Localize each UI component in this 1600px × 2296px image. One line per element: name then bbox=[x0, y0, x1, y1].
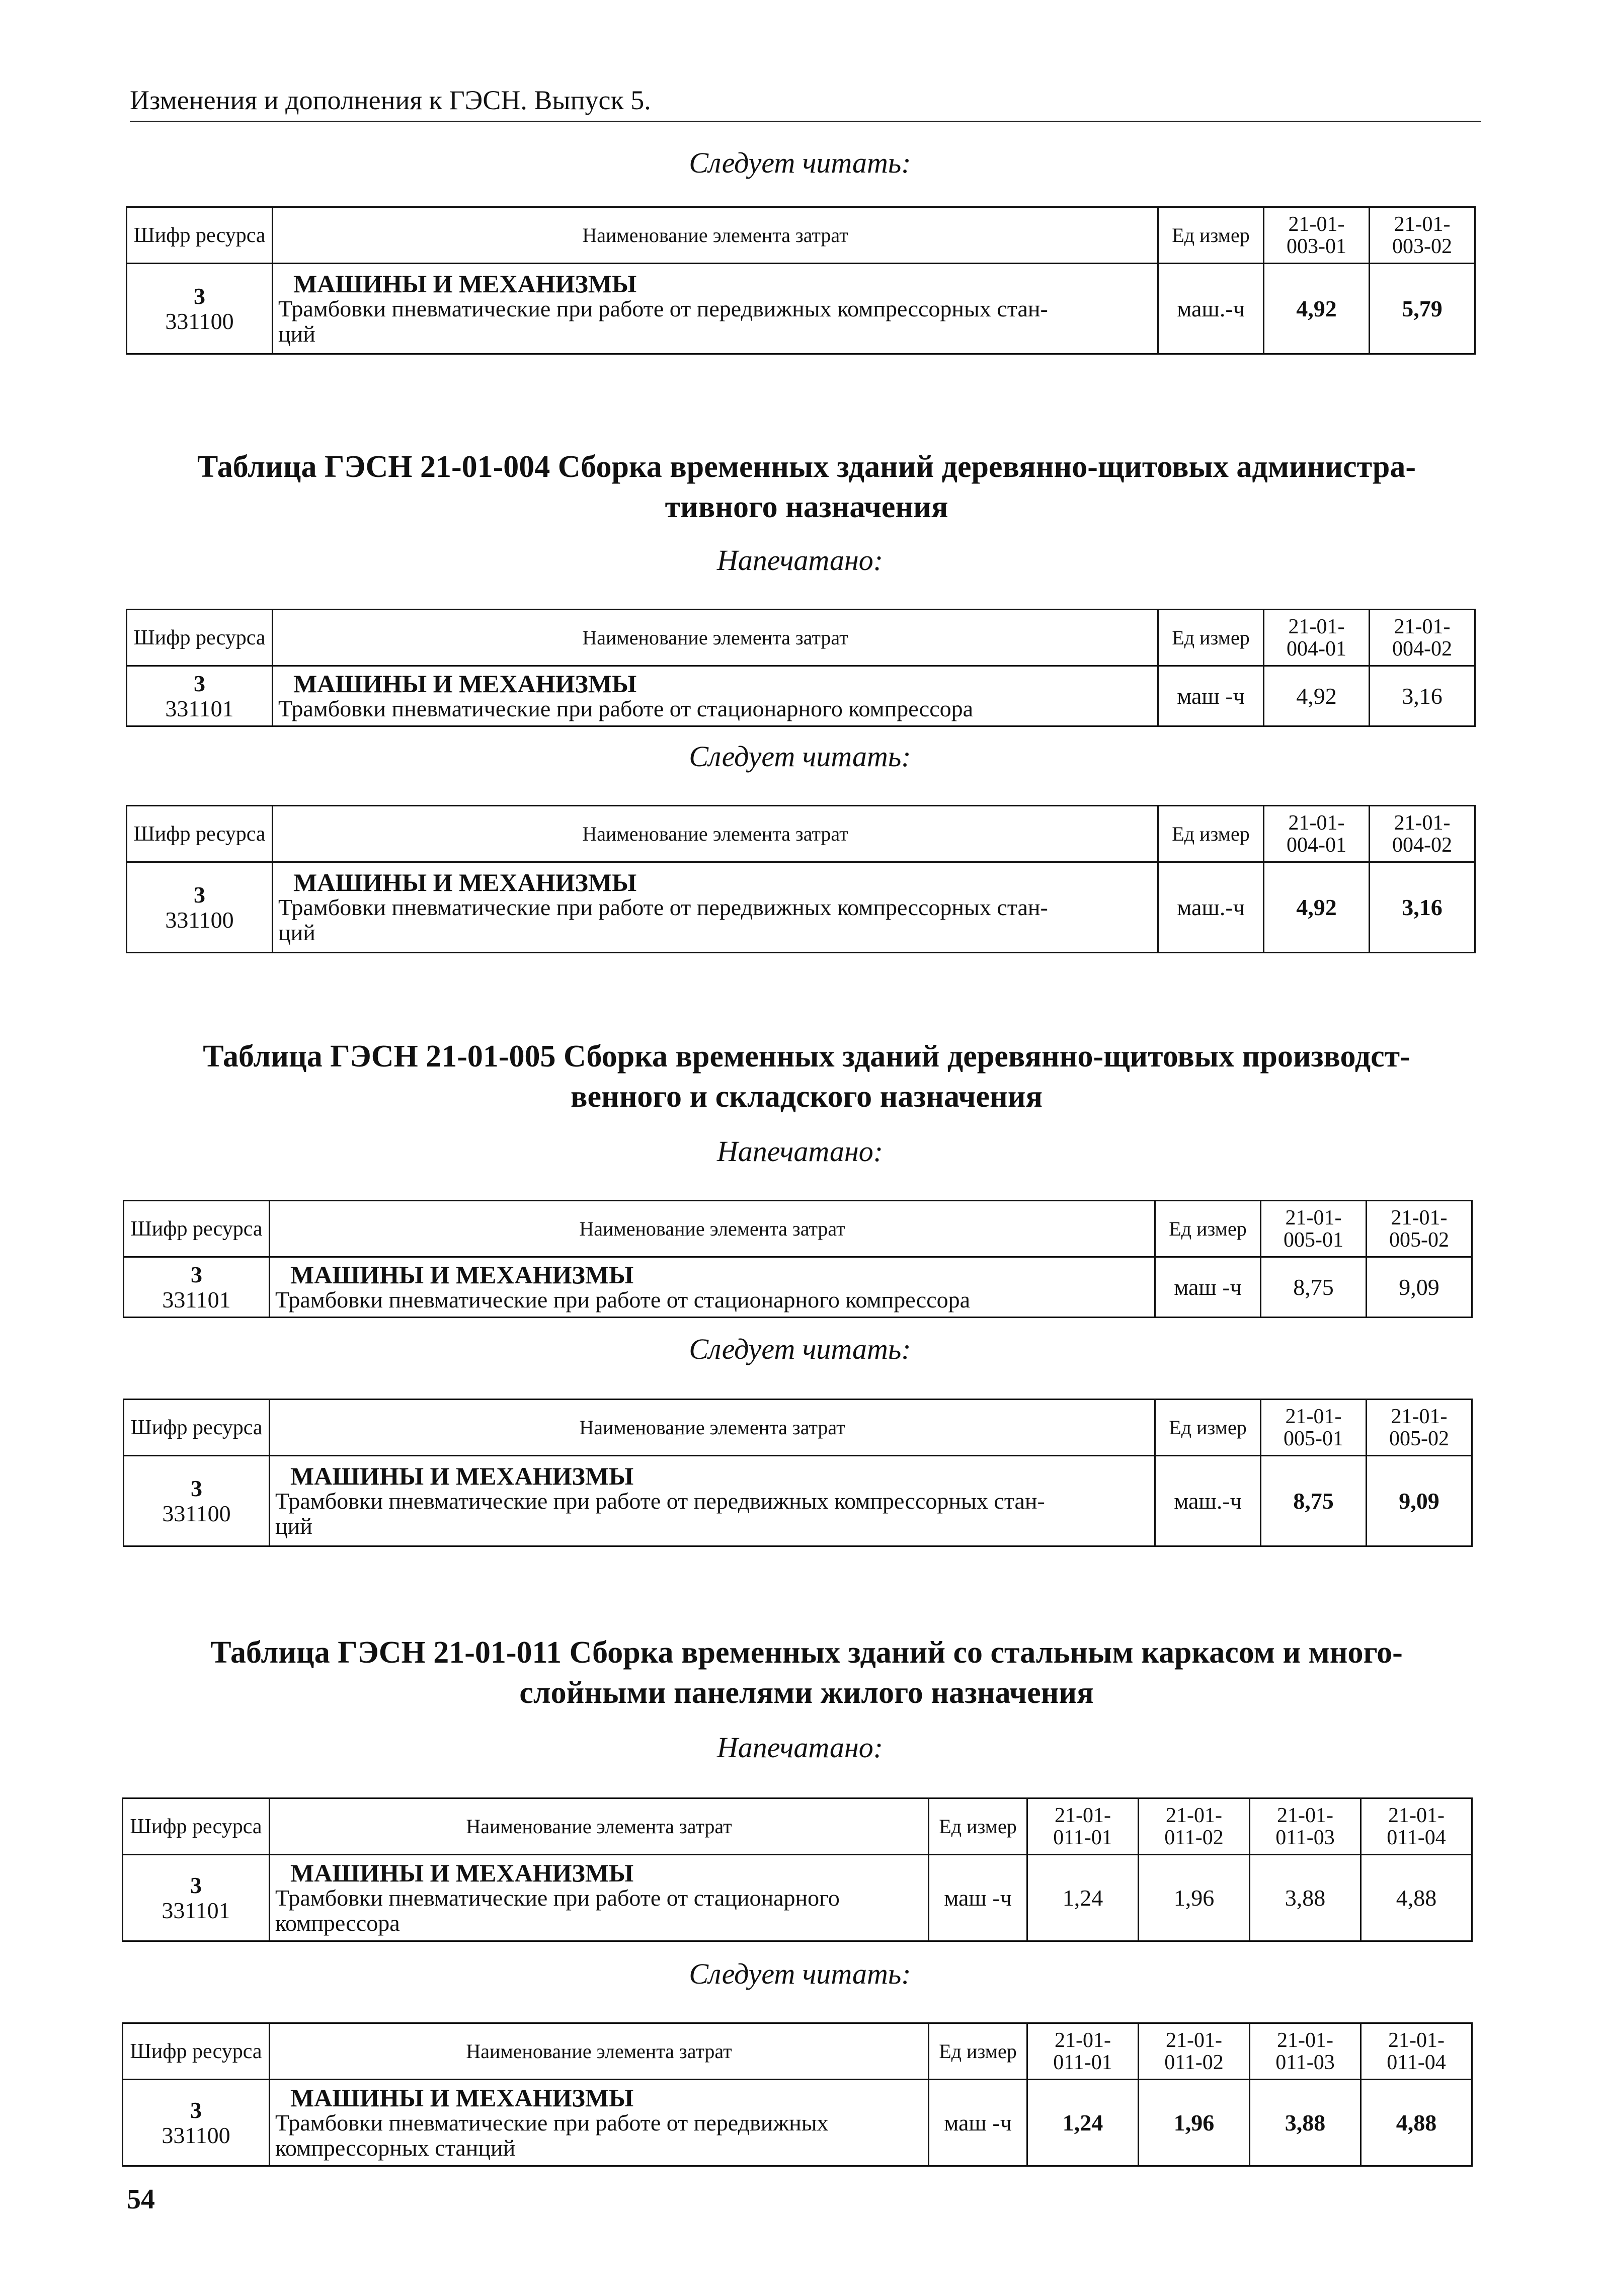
col-header-unit: Ед измер bbox=[1155, 1201, 1261, 1257]
col-header-unit: Ед измер bbox=[1158, 207, 1264, 264]
row-value-2: 5,79 bbox=[1370, 264, 1475, 354]
col-header-name: Наименование элемента затрат bbox=[273, 610, 1158, 666]
row-unit-cell: маш.-ч bbox=[1158, 264, 1264, 354]
row-unit-cell: маш.-ч bbox=[1158, 862, 1264, 953]
col-header-name: Наименование элемента затрат bbox=[273, 806, 1158, 862]
corrected-label-004: Следует читать: bbox=[689, 740, 911, 773]
row-code-cell: 3 331101 bbox=[127, 666, 273, 726]
col-header-name: Наименование элемента затрат bbox=[270, 1798, 929, 1855]
col-header-norm-1: 21-01- 011-01 bbox=[1027, 2023, 1139, 2080]
col-header-norm-3: 21-01- 011-03 bbox=[1250, 2023, 1361, 2080]
col-header-norm-1: 21-01- 004-01 bbox=[1264, 610, 1370, 666]
col-header-unit: Ед измер bbox=[1155, 1400, 1261, 1456]
col-header-name: Наименование элемента затрат bbox=[270, 1400, 1155, 1456]
table-005-corrected bbox=[123, 1399, 1473, 1547]
row-name-cell: МАШИНЫ И МЕХАНИЗМЫ Трамбовки пневматические при работе от стационарного компрессора bbox=[273, 666, 1158, 726]
row-name-cell: МАШИНЫ И МЕХАНИЗМЫ Трамбовки пневматические при работе от стационарного компрессора bbox=[270, 1855, 929, 1941]
table-row bbox=[124, 1257, 1472, 1318]
corrected-label-003: Следует читать: bbox=[689, 146, 911, 179]
row-value-2: 9,09 bbox=[1367, 1257, 1472, 1318]
row-code-cell: 3 331100 bbox=[124, 1456, 270, 1546]
row-value-1: 8,75 bbox=[1261, 1456, 1367, 1546]
col-header-norm-4: 21-01- 011-04 bbox=[1361, 2023, 1472, 2080]
row-name-cell: МАШИНЫ И МЕХАНИЗМЫ Трамбовки пневматические при работе от передвижных компрессорных стан- ций bbox=[270, 1456, 1155, 1546]
table-004-corrected bbox=[126, 805, 1476, 953]
col-header-norm-1: 21-01- 011-01 bbox=[1027, 1798, 1139, 1855]
row-unit-cell: маш -ч bbox=[1155, 1257, 1261, 1318]
page-number: 54 bbox=[127, 2184, 155, 2215]
col-header-norm-1: 21-01- 003-01 bbox=[1264, 207, 1370, 264]
table-row bbox=[123, 1855, 1472, 1941]
row-unit-cell: маш -ч bbox=[929, 2080, 1027, 2166]
corrected-label-005: Следует читать: bbox=[689, 1333, 911, 1365]
col-header-norm-2: 21-01- 004-02 bbox=[1370, 610, 1475, 666]
row-value-2: 1,96 bbox=[1139, 1855, 1250, 1941]
col-header-norm-2: 21-01- 003-02 bbox=[1370, 207, 1475, 264]
col-header-code: Шифр ресурса bbox=[123, 1798, 270, 1855]
table-row bbox=[127, 862, 1475, 953]
row-value-1: 4,92 bbox=[1264, 666, 1370, 726]
table-row bbox=[123, 2080, 1472, 2166]
col-header-norm-2: 21-01- 011-02 bbox=[1139, 1798, 1250, 1855]
row-value-1: 4,92 bbox=[1264, 264, 1370, 354]
col-header-name: Наименование элемента затрат bbox=[270, 2023, 929, 2080]
row-unit-cell: маш -ч bbox=[1158, 666, 1264, 726]
col-header-norm-2: 21-01- 005-02 bbox=[1367, 1201, 1472, 1257]
col-header-code: Шифр ресурса bbox=[123, 2023, 270, 2080]
row-value-1: 1,24 bbox=[1027, 2080, 1139, 2166]
section-title-004: Таблица ГЭСН 21-01-004 Сборка временных зданий деревянно-щитовых администра- тивного назначения bbox=[197, 450, 1416, 524]
row-name-cell: МАШИНЫ И МЕХАНИЗМЫ Трамбовки пневматические при работе от стационарного компрессора bbox=[270, 1257, 1155, 1318]
col-header-norm-2: 21-01- 011-02 bbox=[1139, 2023, 1250, 2080]
col-header-unit: Ед измер bbox=[929, 1798, 1027, 1855]
row-value-4: 4,88 bbox=[1361, 1855, 1472, 1941]
col-header-unit: Ед измер bbox=[1158, 806, 1264, 862]
col-header-norm-3: 21-01- 011-03 bbox=[1250, 1798, 1361, 1855]
running-header: Изменения и дополнения к ГЭСН. Выпуск 5. bbox=[130, 85, 651, 115]
row-value-1: 8,75 bbox=[1261, 1257, 1367, 1318]
row-code-cell: 3 331101 bbox=[123, 1855, 270, 1941]
row-value-1: 4,92 bbox=[1264, 862, 1370, 953]
printed-label-004: Напечатано: bbox=[716, 544, 884, 577]
row-code-cell: 3 331100 bbox=[127, 862, 273, 953]
table-row bbox=[127, 666, 1475, 726]
row-name-cell: МАШИНЫ И МЕХАНИЗМЫ Трамбовки пневматические при работе от передвижных компрессорных станций bbox=[270, 2080, 929, 2166]
col-header-unit: Ед измер bbox=[929, 2023, 1027, 2080]
row-value-3: 3,88 bbox=[1250, 2080, 1361, 2166]
table-005-printed bbox=[123, 1200, 1473, 1318]
col-header-norm-2: 21-01- 005-02 bbox=[1367, 1400, 1472, 1456]
col-header-norm-1: 21-01- 004-01 bbox=[1264, 806, 1370, 862]
row-code-cell: 3 331101 bbox=[124, 1257, 270, 1318]
col-header-code: Шифр ресурса bbox=[127, 806, 273, 862]
row-value-2: 9,09 bbox=[1367, 1456, 1472, 1546]
col-header-code: Шифр ресурса bbox=[127, 610, 273, 666]
row-value-2: 3,16 bbox=[1370, 862, 1475, 953]
col-header-code: Шифр ресурса bbox=[124, 1201, 270, 1257]
table-004-printed bbox=[126, 609, 1476, 727]
row-value-1: 1,24 bbox=[1027, 1855, 1139, 1941]
printed-label-005: Напечатано: bbox=[716, 1135, 884, 1168]
col-header-name: Наименование элемента затрат bbox=[270, 1201, 1155, 1257]
col-header-norm-4: 21-01- 011-04 bbox=[1361, 1798, 1472, 1855]
col-header-norm-1: 21-01- 005-01 bbox=[1261, 1400, 1367, 1456]
header-rule bbox=[130, 121, 1481, 122]
row-unit-cell: маш -ч bbox=[929, 1855, 1027, 1941]
col-header-norm-2: 21-01- 004-02 bbox=[1370, 806, 1475, 862]
table-003-corrected bbox=[126, 206, 1476, 355]
table-011-corrected bbox=[122, 2022, 1473, 2167]
table-row bbox=[124, 1456, 1472, 1546]
row-code-cell: 3 331100 bbox=[127, 264, 273, 354]
row-name-cell: МАШИНЫ И МЕХАНИЗМЫ Трамбовки пневматические при работе от передвижных компрессорных стан- ций bbox=[273, 862, 1158, 953]
col-header-code: Шифр ресурса bbox=[124, 1400, 270, 1456]
col-header-norm-1: 21-01- 005-01 bbox=[1261, 1201, 1367, 1257]
section-title-011: Таблица ГЭСН 21-01-011 Сборка временных зданий со стальным каркасом и много- слойными панелями жилого назначения bbox=[210, 1635, 1403, 1710]
row-value-3: 3,88 bbox=[1250, 1855, 1361, 1941]
row-value-2: 1,96 bbox=[1139, 2080, 1250, 2166]
row-code-cell: 3 331100 bbox=[123, 2080, 270, 2166]
col-header-code: Шифр ресурса bbox=[127, 207, 273, 264]
row-unit-cell: маш.-ч bbox=[1155, 1456, 1261, 1546]
table-row bbox=[127, 264, 1475, 354]
col-header-name: Наименование элемента затрат bbox=[273, 207, 1158, 264]
row-name-cell: МАШИНЫ И МЕХАНИЗМЫ Трамбовки пневматические при работе от передвижных компрессорных стан- ций bbox=[273, 264, 1158, 354]
row-value-2: 3,16 bbox=[1370, 666, 1475, 726]
printed-label-011: Напечатано: bbox=[716, 1731, 884, 1764]
table-011-printed bbox=[122, 1797, 1473, 1942]
corrected-label-011: Следует читать: bbox=[689, 1957, 911, 1990]
row-value-4: 4,88 bbox=[1361, 2080, 1472, 2166]
section-title-005: Таблица ГЭСН 21-01-005 Сборка временных зданий деревянно-щитовых производст- венного и складского назначения bbox=[203, 1039, 1410, 1114]
col-header-unit: Ед измер bbox=[1158, 610, 1264, 666]
